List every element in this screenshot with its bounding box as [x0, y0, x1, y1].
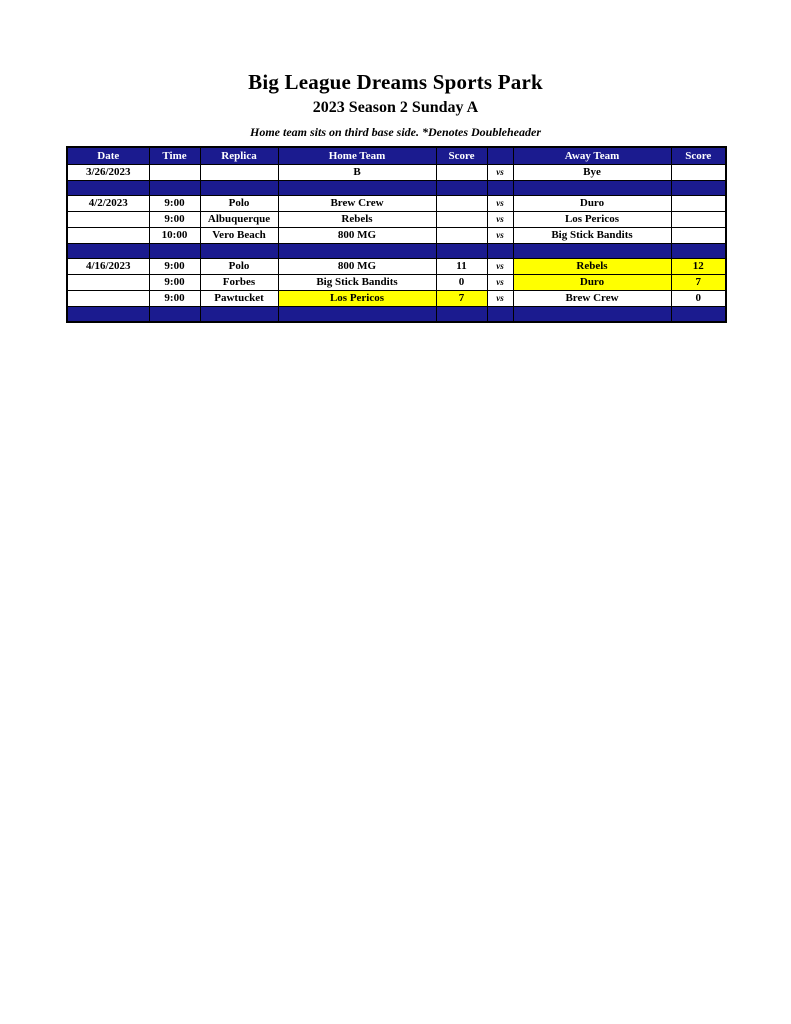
cell-away_score	[671, 228, 726, 244]
separator-cell	[671, 307, 726, 323]
column-header-home: Home Team	[278, 147, 436, 165]
separator-cell	[200, 181, 278, 196]
column-header-replica: Replica	[200, 147, 278, 165]
game-row	[67, 291, 726, 307]
separator-cell	[200, 307, 278, 323]
separator-row	[67, 307, 726, 323]
cell-away_score: 0	[671, 291, 726, 307]
cell-home: 800 MG	[278, 259, 436, 275]
separator-cell	[67, 181, 149, 196]
cell-home_score	[436, 212, 487, 228]
column-header-home_score: Score	[436, 147, 487, 165]
separator-cell	[436, 307, 487, 323]
cell-away_score: 12	[671, 259, 726, 275]
column-header-away_score: Score	[671, 147, 726, 165]
cell-replica: Albuquerque	[200, 212, 278, 228]
cell-away_score	[671, 212, 726, 228]
separator-row	[67, 181, 726, 196]
separator-cell	[671, 181, 726, 196]
cell-replica: Pawtucket	[200, 291, 278, 307]
separator-cell	[149, 181, 200, 196]
cell-vs: vs	[487, 259, 513, 275]
cell-time: 9:00	[149, 291, 200, 307]
cell-replica: Forbes	[200, 275, 278, 291]
cell-date	[67, 275, 149, 291]
cell-vs: vs	[487, 196, 513, 212]
game-row	[67, 196, 726, 212]
separator-cell	[436, 244, 487, 259]
separator-cell	[436, 181, 487, 196]
cell-away: Rebels	[513, 259, 671, 275]
cell-home_score	[436, 196, 487, 212]
separator-cell	[149, 244, 200, 259]
separator-cell	[149, 307, 200, 323]
cell-time: 9:00	[149, 275, 200, 291]
cell-away: Los Pericos	[513, 212, 671, 228]
cell-vs: vs	[487, 212, 513, 228]
cell-away_score	[671, 196, 726, 212]
separator-cell	[513, 181, 671, 196]
separator-row	[67, 244, 726, 259]
separator-cell	[487, 307, 513, 323]
cell-home: Brew Crew	[278, 196, 436, 212]
cell-home_score: 0	[436, 275, 487, 291]
cell-date	[67, 212, 149, 228]
separator-cell	[200, 244, 278, 259]
cell-home: Los Pericos	[278, 291, 436, 307]
cell-home_score	[436, 165, 487, 181]
cell-vs: vs	[487, 275, 513, 291]
schedule-header-row	[67, 147, 726, 165]
column-header-time: Time	[149, 147, 200, 165]
cell-home: Big Stick Bandits	[278, 275, 436, 291]
column-header-away: Away Team	[513, 147, 671, 165]
cell-vs: vs	[487, 228, 513, 244]
separator-cell	[671, 244, 726, 259]
separator-cell	[67, 244, 149, 259]
cell-replica	[200, 165, 278, 181]
game-row	[67, 228, 726, 244]
cell-home: B	[278, 165, 436, 181]
cell-away: Bye	[513, 165, 671, 181]
cell-home_score	[436, 228, 487, 244]
cell-home: 800 MG	[278, 228, 436, 244]
game-row	[67, 212, 726, 228]
separator-cell	[278, 244, 436, 259]
cell-away: Duro	[513, 275, 671, 291]
separator-cell	[513, 307, 671, 323]
cell-away_score	[671, 165, 726, 181]
cell-time	[149, 165, 200, 181]
cell-replica: Vero Beach	[200, 228, 278, 244]
separator-cell	[278, 307, 436, 323]
cell-date: 3/26/2023	[67, 165, 149, 181]
cell-away: Brew Crew	[513, 291, 671, 307]
cell-replica: Polo	[200, 196, 278, 212]
cell-time: 9:00	[149, 212, 200, 228]
header-note: Home team sits on third base side. *Denotes Doubleheader	[250, 125, 541, 139]
column-header-date: Date	[67, 147, 149, 165]
cell-vs: vs	[487, 291, 513, 307]
cell-date: 4/16/2023	[67, 259, 149, 275]
cell-home_score: 7	[436, 291, 487, 307]
cell-date	[67, 228, 149, 244]
column-header-vs-spacer	[487, 147, 513, 165]
cell-replica: Polo	[200, 259, 278, 275]
cell-away: Big Stick Bandits	[513, 228, 671, 244]
page-title: Big League Dreams Sports Park	[248, 70, 543, 94]
separator-cell	[487, 181, 513, 196]
separator-cell	[67, 307, 149, 323]
page-subtitle: 2023 Season 2 Sunday A	[312, 99, 479, 116]
cell-vs: vs	[487, 165, 513, 181]
separator-cell	[487, 244, 513, 259]
cell-time: 9:00	[149, 259, 200, 275]
game-row	[67, 259, 726, 275]
cell-time: 9:00	[149, 196, 200, 212]
cell-home_score: 11	[436, 259, 487, 275]
schedule-table-body	[67, 165, 726, 323]
game-row	[67, 165, 726, 181]
game-row	[67, 275, 726, 291]
cell-time: 10:00	[149, 228, 200, 244]
schedule-table	[66, 146, 727, 323]
cell-date: 4/2/2023	[67, 196, 149, 212]
separator-cell	[278, 181, 436, 196]
cell-away_score: 7	[671, 275, 726, 291]
cell-home: Rebels	[278, 212, 436, 228]
cell-away: Duro	[513, 196, 671, 212]
cell-date	[67, 291, 149, 307]
separator-cell	[513, 244, 671, 259]
